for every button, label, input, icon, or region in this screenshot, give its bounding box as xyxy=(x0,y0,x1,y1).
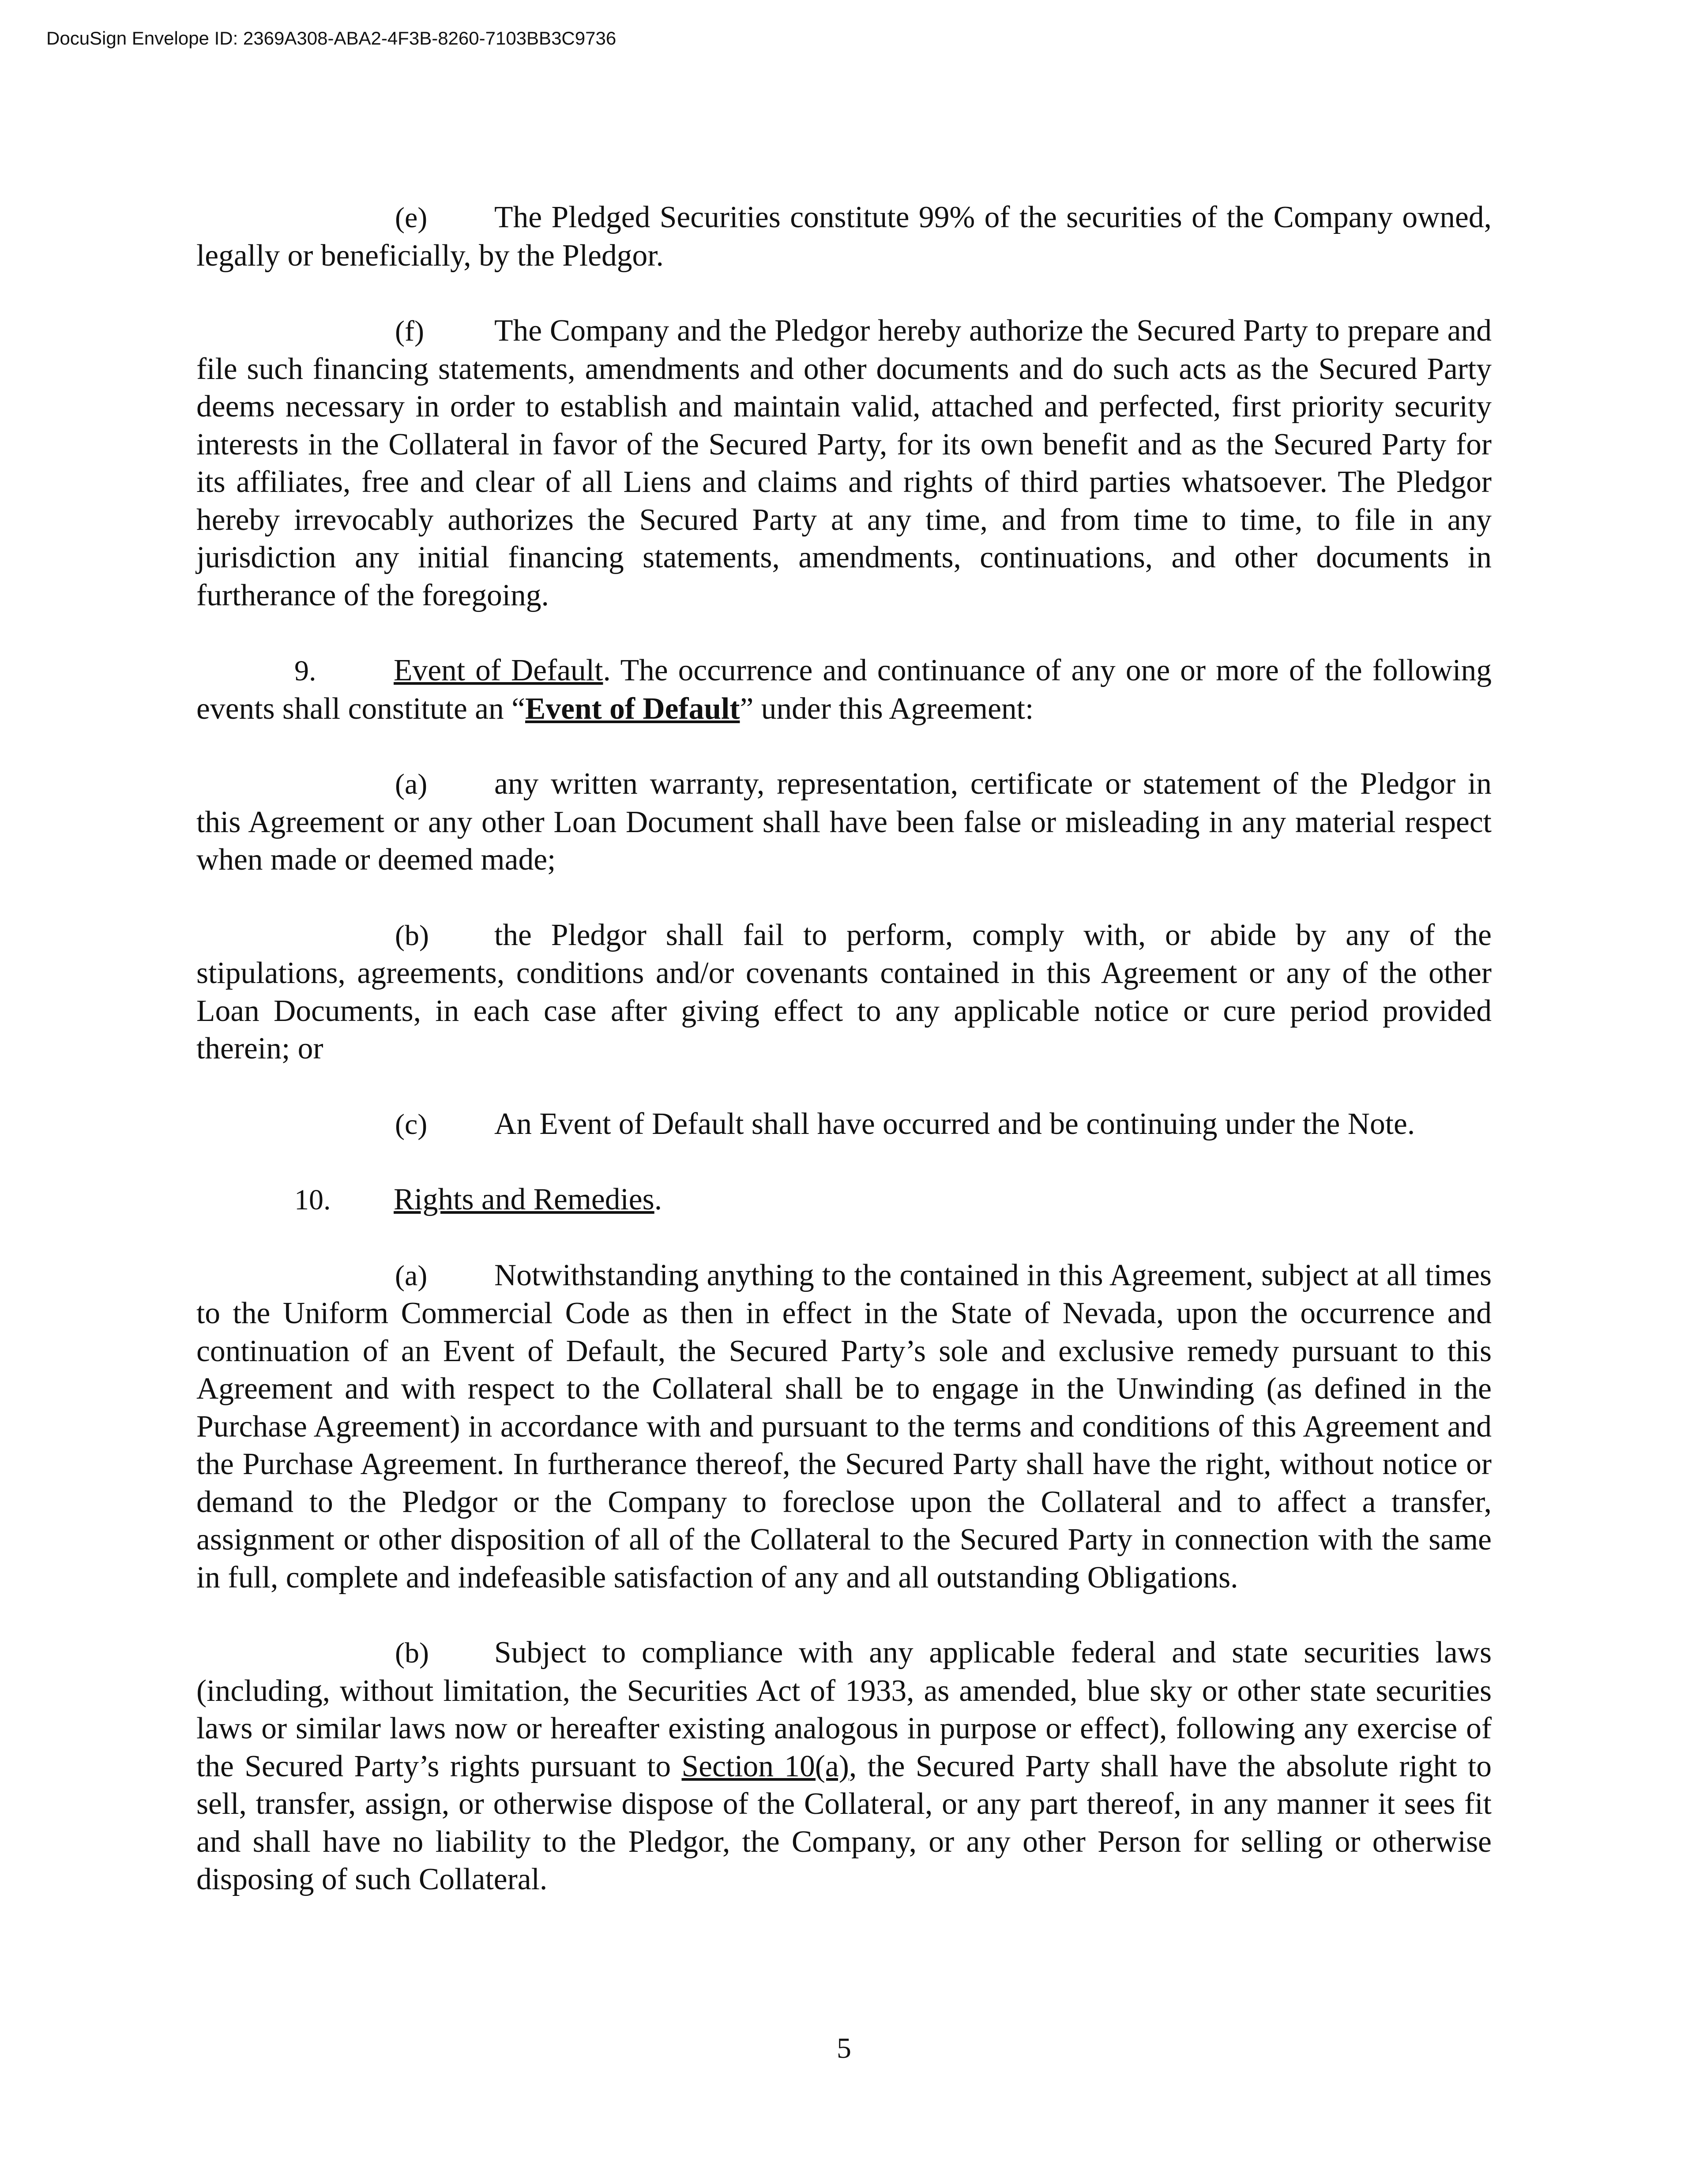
section-number: 9. xyxy=(294,655,316,687)
paragraph-text: Notwithstanding anything to the contained in this Agreement, subject at all times to the Uniform Commercial Code as then in effect in the State of Nevada, upon the occurrence and continuation of an Event of Default, the Secured Party’s sole and exclusive remedy pursuant to this Agreement and with respect to the Collateral shall be to engage in the Unwinding (as defined in the Purchase Agreement) in accordance with and pursuant to the terms and conditions of this Agreement and the Purchase Agreement. In furtherance thereof, the Secured Party shall have the right, without notice or demand to the Pledgor or the Company to foreclose upon the Collateral and to affect a transfer, assignment or other disposition of all of the Collateral to the Secured Party in connection with the same in full, complete and indefeasible satisfaction of any and all outstanding Obligations. xyxy=(196,1258,1492,1595)
paragraph-label: (e) xyxy=(395,202,428,234)
paragraph-text: Subject to compliance with any applicable federal and state securities laws (including, without limitation, the Securities Act of 1933, as amended, blue sky or other state securities laws or similar laws now or hereafter existing analogous in purpose or effect), following any exercise of the Secured Party’s rights pursuant to xyxy=(196,1636,1492,1783)
paragraph-9a xyxy=(196,765,1492,879)
paragraph-label: (b) xyxy=(395,919,429,952)
section-10 xyxy=(196,1181,1492,1219)
paragraph-text-end: , the Secured Party shall have the absolute right to sell, transfer, assign, or otherwise dispose of the Collateral, or any part thereof, in any manner it sees fit and shall have no liability to the Pledgor, the Company, or any other Person for selling or otherwise disposing of such Collateral. xyxy=(196,1749,1492,1896)
paragraph-text: An Event of Default shall have occurred and be continuing under the Note. xyxy=(494,1107,1415,1141)
page-number: 5 xyxy=(837,2032,851,2064)
docusign-envelope-id: DocuSign Envelope ID: 2369A308-ABA2-4F3B-8260-7103BB3C9736 xyxy=(46,28,617,49)
paragraph-label: (c) xyxy=(395,1108,428,1141)
section-heading: Event of Default xyxy=(394,653,603,687)
paragraph-e xyxy=(196,199,1492,274)
paragraph-label: (a) xyxy=(395,768,428,800)
section-punct: . xyxy=(654,1182,662,1216)
paragraph-text: The Company and the Pledgor hereby authorize the Secured Party to prepare and file such financing statements, amendments and other documents and do such acts as the Secured Party deems necessary in order to establish and maintain valid, attached and perfected, first priority security interests in the Collateral in favor of the Secured Party, for its own benefit and as the Secured Party for its affiliates, free and clear of all Liens and claims and rights of third parties whatsoever. The Pledgor hereby irrevocably authorizes the Secured Party at any time, and from time to time, to file in any jurisdiction any initial financing statements, amendments, continuations, and other documents in furtherance of the foregoing. xyxy=(196,314,1492,612)
section-heading: Rights and Remedies xyxy=(394,1182,654,1216)
paragraph-text: The Pledged Securities constitute 99% of the securities of the Company owned, legally or beneficially, by the Pledgor. xyxy=(196,200,1492,273)
paragraph-9b xyxy=(196,916,1492,1068)
paragraph-label: (b) xyxy=(395,1637,429,1669)
paragraph-text: any written warranty, representation, certificate or statement of the Pledgor in this Agreement or any other Loan Document shall have been false or misleading in any material respect when made or deemed made; xyxy=(196,767,1492,877)
section-text-end: ” under this Agreement: xyxy=(740,691,1034,726)
section-9 xyxy=(196,652,1492,728)
section-number: 10. xyxy=(294,1184,331,1216)
paragraph-9c xyxy=(196,1105,1492,1144)
paragraph-10b xyxy=(196,1634,1492,1899)
section-text: . The occurrence and continuance of any one or more of the following events shall constitute an “ xyxy=(196,653,1492,726)
paragraph-label: (a) xyxy=(395,1259,428,1292)
section-reference: Section 10(a) xyxy=(681,1749,849,1783)
document-body xyxy=(196,199,1492,1936)
paragraph-text: the Pledgor shall fail to perform, comply with, or abide by any of the stipulations, agreements, conditions and/or covenants contained in this Agreement or any of the other Loan Documents, in each case after giving effect to any applicable notice or cure period provided therein; or xyxy=(196,918,1492,1066)
defined-term: Event of Default xyxy=(525,691,740,726)
paragraph-f xyxy=(196,312,1492,614)
paragraph-label: (f) xyxy=(395,315,424,347)
paragraph-10a xyxy=(196,1257,1492,1597)
